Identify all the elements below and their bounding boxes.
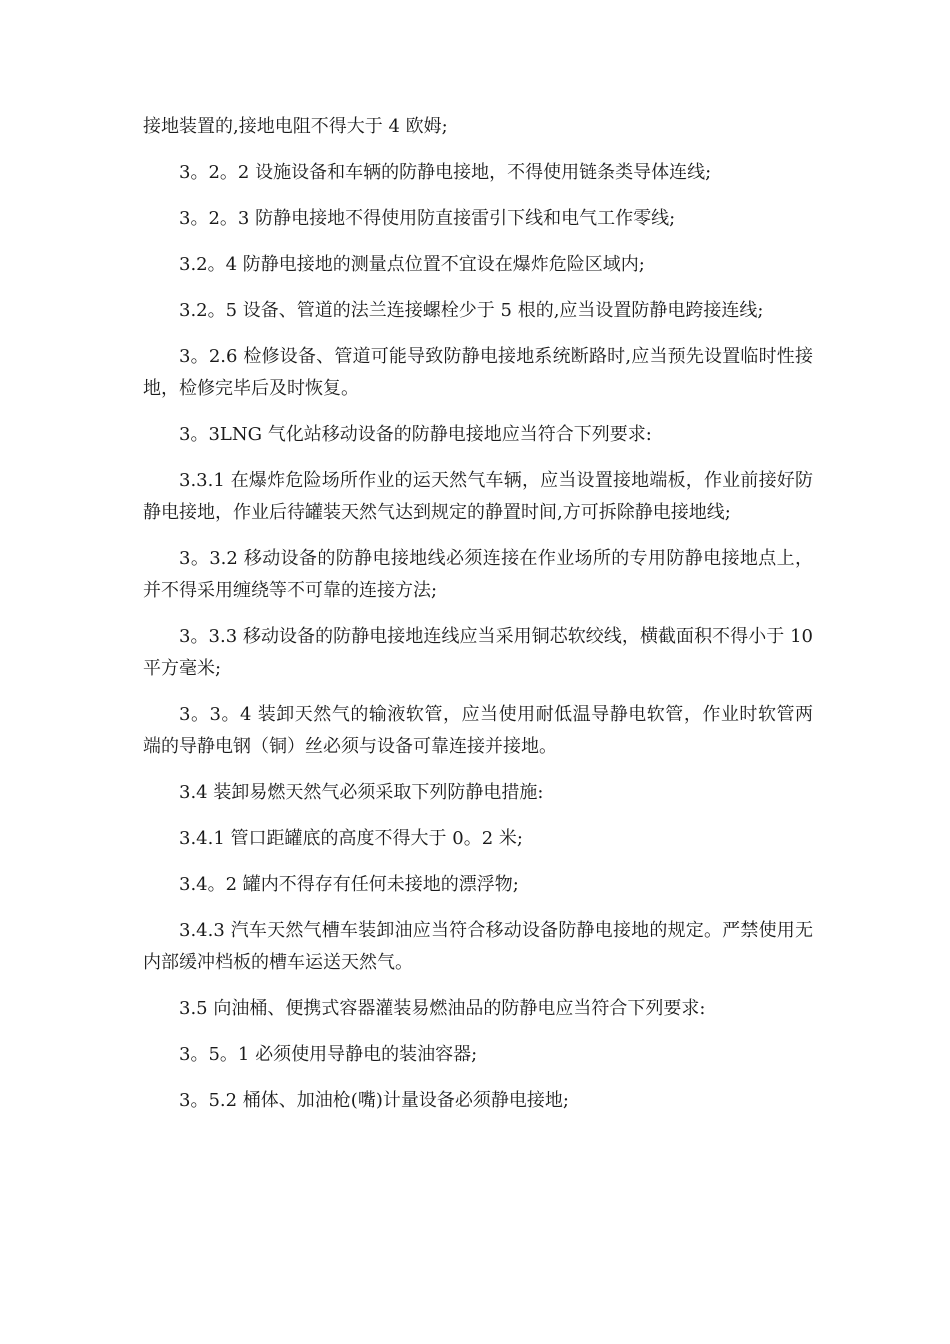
clause-3-5-heading: 3.5 向油桶、便携式容器灌装易燃油品的防静电应当符合下列要求: bbox=[179, 998, 706, 1019]
clause-3-2-4: 3.2。4 防静电接地的测量点位置不宜设在爆炸危险区域内; bbox=[179, 254, 645, 275]
clause-3-3-heading: 3。3LNG 气化站移动设备的防静电接地应当符合下列要求: bbox=[179, 424, 652, 445]
clause-3-2-5: 3.2。5 设备、管道的法兰连接螺栓少于 5 根的,应当设置防静电跨接连线; bbox=[179, 300, 764, 321]
clause-3-4-1: 3.4.1 管口距罐底的高度不得大于 0。2 米; bbox=[179, 828, 523, 849]
clause-3-5-1: 3。5。1 必须使用导静电的装油容器; bbox=[179, 1044, 478, 1065]
clause-3-2-6: 3。2.6 检修设备、管道可能导致防静电接地系统断路时,应当预先设置临时性接地，检修完毕后及时恢复。 bbox=[143, 346, 813, 399]
paragraph-continuation: 接地装置的,接地电阻不得大于 4 欧姆; bbox=[143, 116, 448, 137]
clause-3-4-heading: 3.4 装卸易燃天然气必须采取下列防静电措施: bbox=[179, 782, 544, 803]
clause-3-3-4: 3。3。4 装卸天然气的输液软管，应当使用耐低温导静电软管，作业时软管两端的导静电钢（铜）丝必须与设备可靠连接并接地。 bbox=[143, 704, 813, 757]
clause-3-4-2: 3.4。2 罐内不得存有任何未接地的漂浮物; bbox=[179, 874, 519, 895]
document-body bbox=[143, 111, 819, 1131]
clause-3-3-3: 3。3.3 移动设备的防静电接地连线应当采用铜芯软绞线，横截面积不得小于 10 平方毫米; bbox=[143, 626, 819, 679]
clause-3-3-1: 3.3.1 在爆炸危险场所作业的运天然气车辆，应当设置接地端板，作业前接好防静电接地，作业后待罐装天然气达到规定的静置时间,方可拆除静电接地线; bbox=[143, 470, 813, 523]
clause-3-2-3: 3。2。3 防静电接地不得使用防直接雷引下线和电气工作零线; bbox=[179, 208, 676, 229]
clause-3-4-3: 3.4.3 汽车天然气槽车装卸油应当符合移动设备防静电接地的规定。严禁使用无内部缓冲档板的槽车运送天然气。 bbox=[143, 920, 813, 973]
clause-3-3-2: 3。3.2 移动设备的防静电接地线必须连接在作业场所的专用防静电接地点上，并不得采用缠绕等不可靠的连接方法; bbox=[143, 548, 813, 601]
clause-3-5-2: 3。5.2 桶体、加油枪(嘴)计量设备必须静电接地; bbox=[179, 1090, 569, 1111]
clause-3-2-2: 3。2。2 设施设备和车辆的防静电接地，不得使用链条类导体连线; bbox=[179, 162, 712, 183]
